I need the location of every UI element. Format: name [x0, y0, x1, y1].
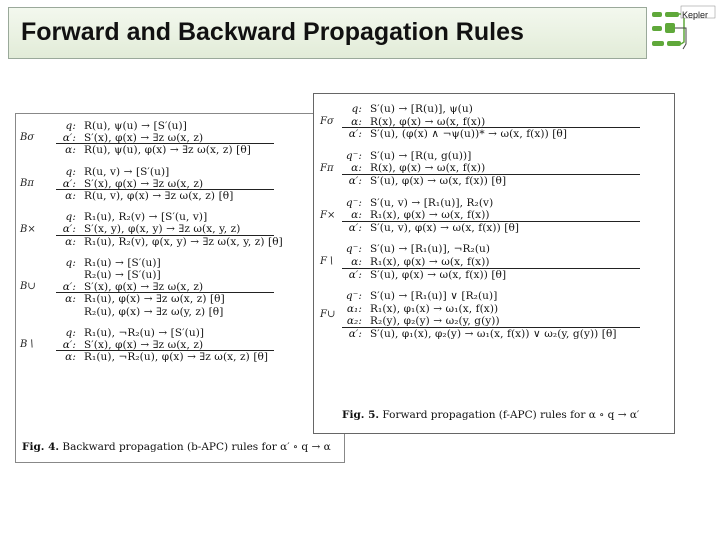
rule-formula: S′(x), φ(x) → ∃z ω(x, z): [84, 281, 204, 294]
rule-line: [340, 290, 497, 302]
rule-line: [54, 190, 233, 202]
figure-5-forward-rules: [313, 93, 675, 434]
rule-label: q:: [65, 326, 76, 339]
rule-formula: R(u, v) → [S′(u)]: [84, 165, 170, 178]
rule-formula: R₂(u), φ(x) → ∃z ω(y, z) [θ]: [84, 305, 224, 318]
rule-formula: R₁(u), φ(x) → ∃z ω(x, z) [θ]: [84, 293, 225, 306]
rule-line: [340, 243, 490, 255]
rule-label: q:: [351, 103, 362, 115]
rule-name: F∪: [320, 309, 336, 321]
rule-name: B∪: [20, 281, 36, 293]
rule-line: [340, 150, 471, 162]
rule-line: [340, 256, 490, 268]
rule-formula: R(u), ψ(u) → [S′(u)]: [84, 120, 187, 132]
figure-4-backward-rules: [15, 113, 345, 463]
caption-number: Fig. 4.: [22, 441, 60, 453]
rule-formula: R₁(x), φ(x) → ω(x, f(x)): [370, 256, 490, 268]
rule-formula: S′(x), φ(x) → ∃z ω(x, z): [84, 177, 204, 190]
rule-line: [54, 236, 283, 248]
rule-name: B∖: [20, 339, 34, 351]
rule-label: α′:: [348, 268, 362, 281]
rule-formula: S′(u, v) → [R₁(u)], R₂(v): [370, 196, 494, 209]
rule-line: [54, 269, 161, 281]
kepler-logo-text: Kepler: [682, 10, 709, 20]
rule-line: [54, 281, 203, 293]
rule-line: [54, 351, 268, 363]
rule-formula: S′(u, v), φ(x) → ω(x, f(x)) [θ]: [370, 221, 520, 234]
rule-label: q⁻:: [345, 243, 362, 256]
rule-label: α:: [351, 162, 362, 175]
rule-formula: R(u), ψ(u), φ(x) → ∃z ω(x, z) [θ]: [84, 144, 251, 157]
rule-formula: R₂(y), φ₂(y) → ω₂(y, g(y)): [370, 315, 500, 328]
rule-line: [340, 328, 617, 340]
rule-formula: R₂(u) → [S′(u)]: [84, 269, 161, 281]
rule-formula: R(x), φ(x) → ω(x, f(x)): [370, 115, 486, 128]
rule-line: [54, 211, 207, 223]
rule-line: [54, 293, 225, 305]
rule-formula: R₁(x), φ₁(x) → ω₁(x, f(x)): [370, 302, 499, 315]
figure-caption: [342, 409, 639, 421]
rule-name: Bπ: [20, 177, 34, 189]
rule-label: q⁻:: [345, 149, 362, 162]
rule-label: α′:: [62, 132, 76, 145]
rule-label: α:: [351, 256, 362, 268]
rule-line: [54, 178, 203, 190]
rule-line: [54, 132, 203, 144]
slide-title: Forward and Backward Propagation Rules: [21, 18, 524, 46]
rule-formula: S′(u) → [R₁(u)] ∨ [R₂(u)]: [370, 290, 498, 303]
caption-text: Backward propagation (b-APC) rules for α′ ∘ q → α: [62, 441, 331, 453]
rule-formula: R(u, v), φ(x) → ∃z ω(x, z) [θ]: [84, 190, 234, 202]
rule-formula: S′(x), φ(x) → ∃z ω(x, z): [84, 132, 204, 145]
rule-name: Fσ: [320, 115, 334, 127]
rule-formula: R₁(u), R₂(v) → [S′(u, v)]: [84, 211, 208, 224]
rule-label: α:: [65, 351, 76, 364]
rule-formula: S′(u), φ₁(x), φ₂(y) → ω₁(x, f(x)) ∨ ω₂(y, g(y)) [θ]: [370, 328, 617, 340]
rule-formula: S′(u) → [R(u, g(u))]: [370, 149, 472, 162]
rule-formula: S′(u) → [R(u)], ψ(u): [370, 103, 473, 115]
rule-label: q:: [65, 120, 76, 132]
rule-label: α′:: [62, 339, 76, 351]
rule-formula: S′(x, y), φ(x, y) → ∃z ω(x, y, z): [84, 223, 241, 236]
rule-formula: S′(u), φ(x) → ω(x, f(x)) [θ]: [370, 268, 507, 281]
rule-line: [54, 144, 251, 156]
rule-line: [340, 162, 485, 174]
slide-title-bar: [8, 7, 647, 59]
rule-label: q⁻:: [345, 196, 362, 209]
rule-line: [340, 303, 498, 315]
rule-label: α′:: [348, 175, 362, 187]
rule-label: α₁:: [346, 302, 362, 315]
rule-line: [54, 257, 161, 269]
rule-name: F×: [320, 209, 336, 221]
rule-line: [54, 306, 223, 318]
rule-name: B×: [20, 223, 36, 235]
rule-label: q⁻:: [345, 290, 362, 303]
caption-number: Fig. 5.: [342, 409, 380, 421]
rule-label: α′:: [348, 221, 362, 234]
rule-label: α:: [65, 293, 76, 306]
rule-line: [54, 327, 204, 339]
rule-formula: R₁(x), φ(x) → ω(x, f(x)): [370, 209, 490, 222]
rule-line: [340, 222, 519, 234]
rule-line: [340, 128, 567, 140]
rule-name: Fπ: [320, 162, 334, 174]
rule-formula: R₁(u), ¬R₂(u) → [S′(u)]: [84, 326, 205, 339]
rule-formula: R₁(u), R₂(v), φ(x, y) → ∃z ω(x, y, z) [θ]: [84, 235, 283, 248]
rule-label: α:: [65, 144, 76, 157]
rule-label: α′:: [62, 223, 76, 236]
rule-formula: R(x), φ(x) → ω(x, f(x)): [370, 162, 486, 175]
rule-label: α₂:: [346, 315, 362, 328]
rule-formula: R₁(u), ¬R₂(u), φ(x) → ∃z ω(x, z) [θ]: [84, 351, 269, 364]
rule-formula: S′(u), (φ(x) ∧ ¬ψ(u))* → ω(x, f(x)) [θ]: [370, 128, 568, 141]
rule-label: q:: [65, 211, 76, 224]
rule-line: [340, 315, 500, 327]
rule-line: [340, 197, 493, 209]
rule-label: α:: [351, 115, 362, 128]
rule-line: [340, 103, 473, 115]
rule-label: q:: [65, 256, 76, 269]
rule-line: [54, 166, 169, 178]
rule-line: [340, 116, 485, 128]
rule-line: [54, 120, 187, 132]
rule-label: α′:: [62, 177, 76, 190]
rule-label: α:: [65, 235, 76, 248]
rule-label: α′:: [62, 281, 76, 294]
rule-label: α:: [65, 190, 76, 202]
rule-label: α′:: [348, 128, 362, 141]
rule-line: [54, 223, 240, 235]
rule-name: Bσ: [20, 132, 35, 144]
rule-line: [340, 209, 490, 221]
rule-formula: S′(u) → [R₁(u)], ¬R₂(u): [370, 243, 491, 256]
rule-label: α:: [351, 209, 362, 222]
rule-line: [340, 269, 506, 281]
rule-line: [54, 339, 203, 351]
rule-formula: S′(u), φ(x) → ω(x, f(x)) [θ]: [370, 175, 507, 187]
rule-name: F∖: [320, 256, 334, 268]
rule-label: q:: [65, 165, 76, 178]
rule-formula: R₁(u) → [S′(u)]: [84, 256, 161, 269]
rule-label: α′:: [348, 328, 362, 340]
caption-text: Forward propagation (f-APC) rules for α ∘ q → α′: [382, 409, 640, 421]
rule-formula: S′(x), φ(x) → ∃z ω(x, z): [84, 339, 204, 351]
figure-caption: [22, 441, 331, 453]
rule-line: [340, 175, 506, 187]
